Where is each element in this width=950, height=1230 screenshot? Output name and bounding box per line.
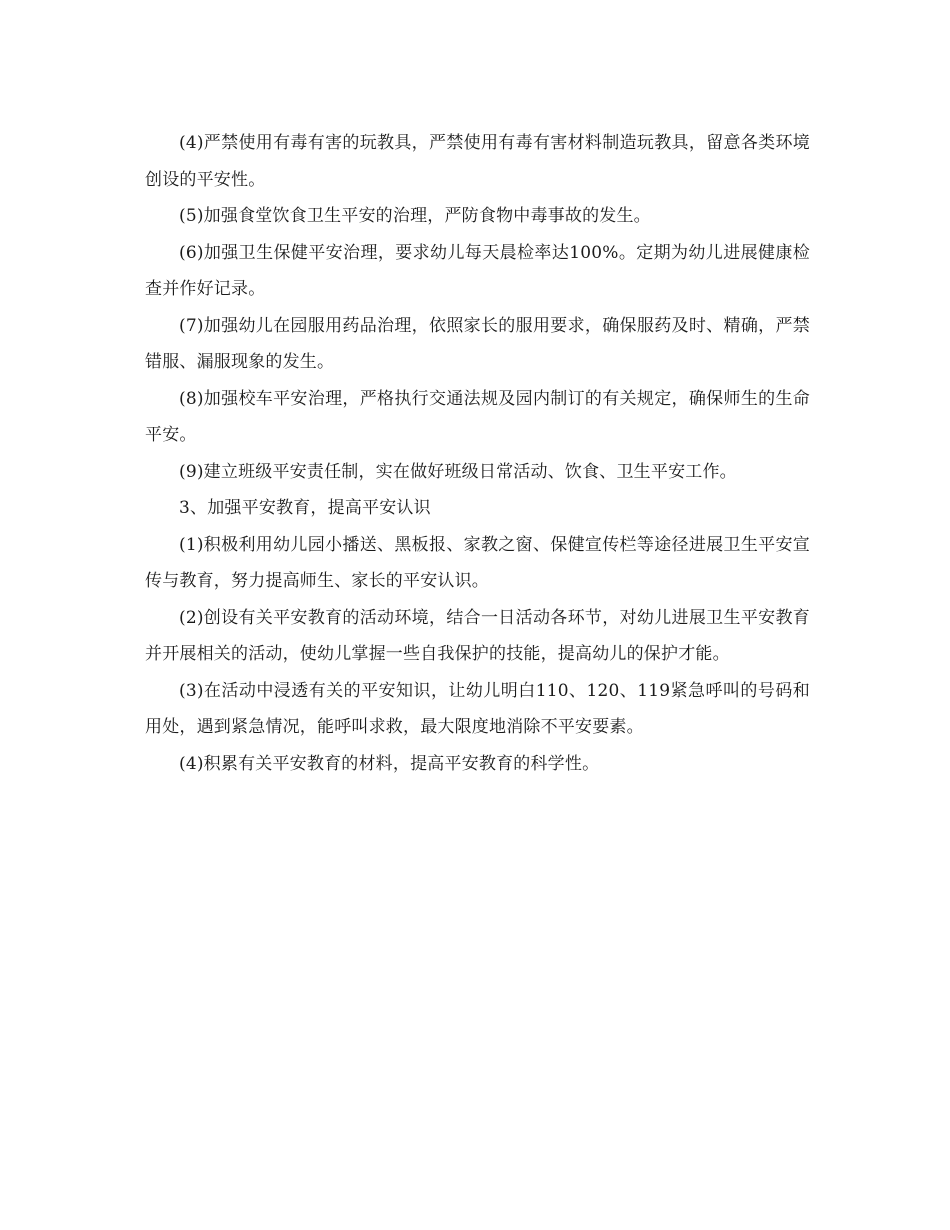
paragraph-item-6-health: (6)加强卫生保健平安治理，要求幼儿每天晨检率达100%。定期为幼儿进展健康检查并作好记录。: [145, 242, 810, 299]
section-heading-safety-education: 3、加强平安教育，提高平安认识: [179, 498, 431, 518]
paragraph-item-2-environment: (2)创设有关平安教育的活动环境，结合一日活动各环节，对幼儿进展卫生平安教育并开展相关的活动，使幼儿掌握一些自我保护的技能，提高幼儿的保护才能。: [145, 607, 810, 664]
paragraph-item-4-toys: (4)严禁使用有毒有害的玩教具，严禁使用有毒有害材料制造玩教具，留意各类环境创设的平安性。: [145, 133, 810, 190]
paragraph-item-8-school-bus: (8)加强校车平安治理，严格执行交通法规及园内制订的有关规定，确保师生的生命平安。: [145, 388, 810, 445]
document-body: [145, 125, 810, 782]
paragraph-item-3-emergency-numbers: (3)在活动中浸透有关的平安知识，让幼儿明白110、120、119紧急呼叫的号码和用处，遇到紧急情况，能呼叫求救，最大限度地消除不平安要素。: [145, 680, 810, 737]
paragraph-item-7-medicine: (7)加强幼儿在园服用药品治理，依照家长的服用要求，确保服药及时、精确，严禁错服、漏服现象的发生。: [145, 315, 810, 372]
paragraph-item-9-class-responsibility: (9)建立班级平安责任制，实在做好班级日常活动、饮食、卫生平安工作。: [179, 461, 737, 482]
paragraph-item-5-canteen: (5)加强食堂饮食卫生平安的治理，严防食物中毒事故的发生。: [179, 206, 651, 226]
paragraph-item-4-materials: (4)积累有关平安教育的材料，提高平安教育的科学性。: [179, 753, 600, 774]
paragraph-item-1-publicity: (1)积极利用幼儿园小播送、黑板报、家教之窗、保健宣传栏等途径进展卫生平安宣传与教育，努力提高师生、家长的平安认识。: [145, 534, 810, 591]
